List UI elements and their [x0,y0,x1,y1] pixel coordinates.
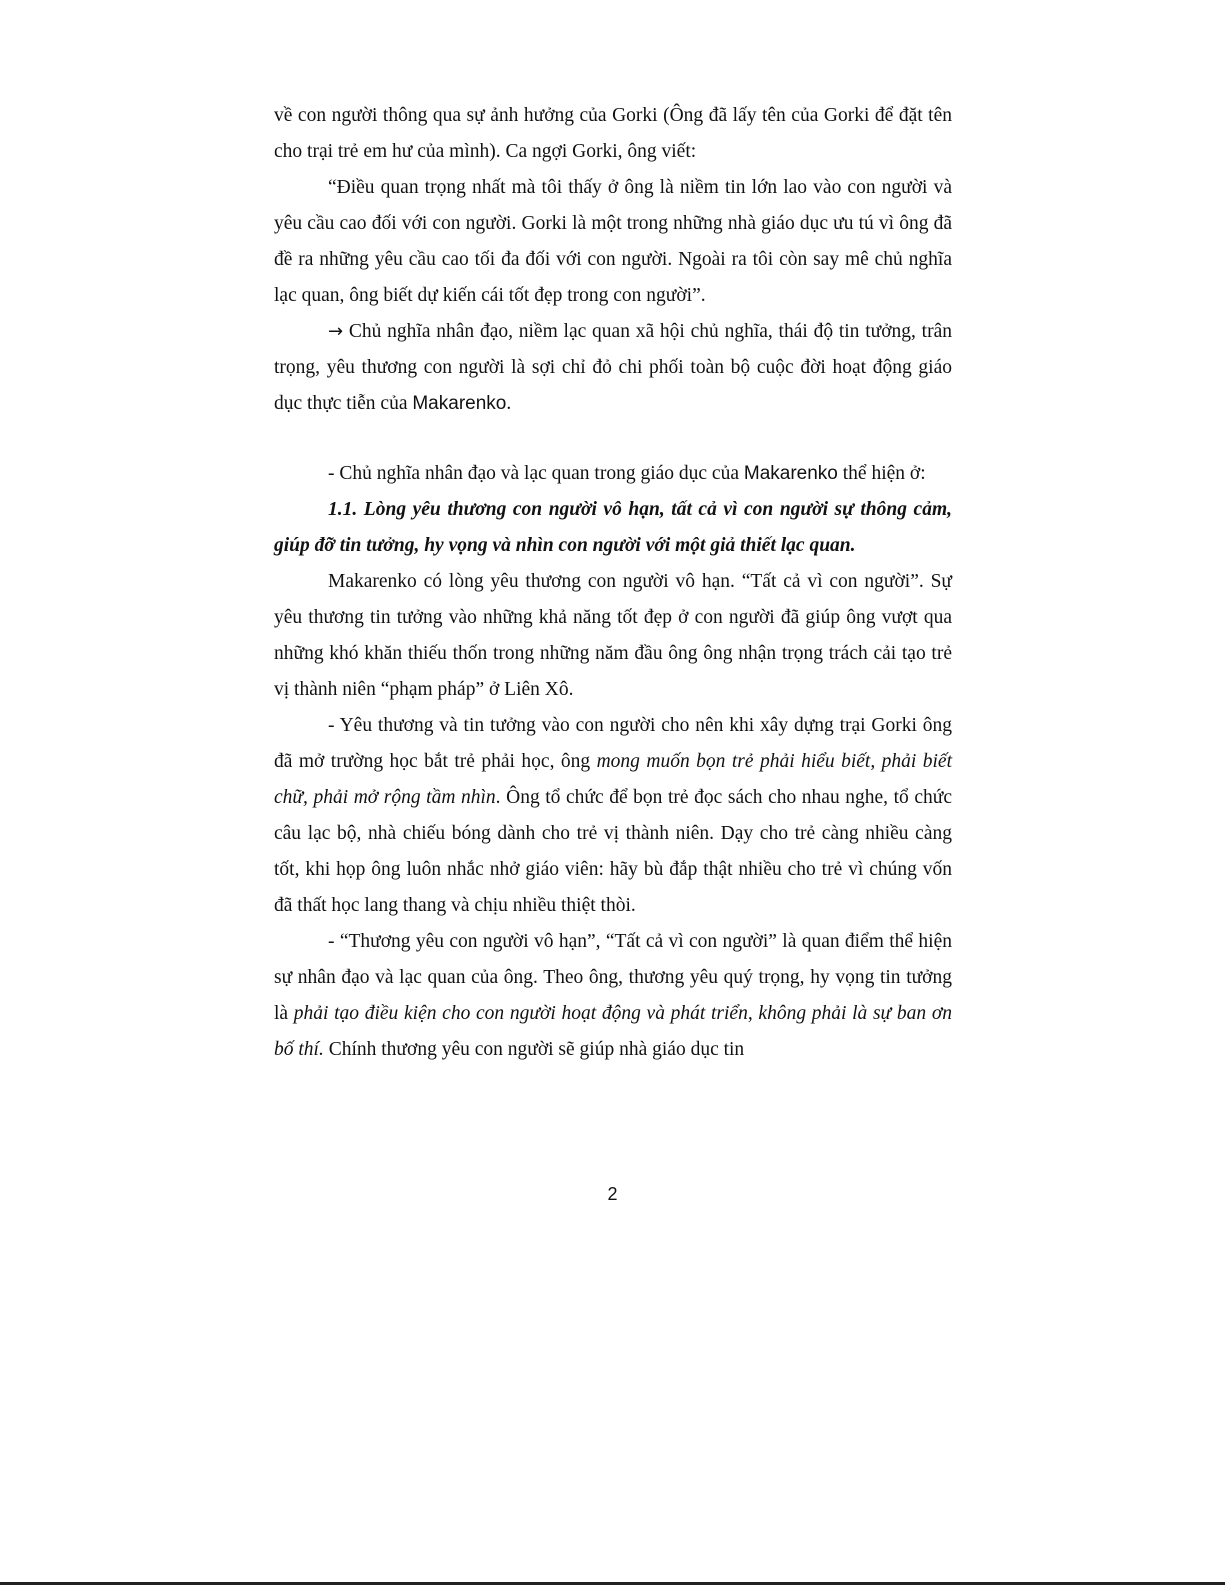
humanism-view-end: Chính thương yêu con người sẽ giúp nhà giáo dục tin [323,1039,745,1060]
conclusion-text: Chủ nghĩa nhân đạo, niềm lạc quan xã hội chủ nghĩa, thái độ tin tưởng, trân trọng, yêu thương con người là sợi chỉ đỏ chi phối toàn bộ cuộc đời hoạt động giáo dục thực tiễn của [274,321,952,414]
section-heading-1-1: 1.1. Lòng yêu thương con người vô hạn, tất cả vì con người sự thông cảm, giúp đỡ tin tưởng, hy vọng và nhìn con người với một giả thiết lạc quan. [274,499,952,556]
expression-intro-end: thể hiện ở: [837,463,926,484]
paragraph-expression-intro [274,456,952,492]
expression-intro-text: - Chủ nghĩa nhân đạo và lạc quan trong giáo dục của [328,463,744,484]
humanism-view-italic: phải tạo điều kiện cho con người hoạt động và phát triển, không phải là sự ban ơn bố thí. [274,1003,952,1060]
paragraph-gorki-camp [274,708,952,924]
arrow-right-icon: → [328,321,344,342]
makarenko-name: Makarenko [743,463,838,484]
paragraph-love-people: Makarenko có lòng yêu thương con người vô hạn. “Tất cả vì con người”. Sự yêu thương tin tưởng vào những khả năng tốt đẹp ở con người đã giúp ông vượt qua những khó khăn thiếu thốn trong những năm đầu ông ông nhận trọng trách cải tạo trẻ vị thành niên “phạm pháp” ở Liên Xô. [274,571,952,700]
page-number: 2 [607,1184,618,1204]
paragraph-gorki-intro: về con người thông qua sự ảnh hưởng của Gorki (Ông đã lấy tên của Gorki để đặt tên cho trại trẻ em hư của mình). Ca ngợi Gorki, ông viết: [274,105,952,162]
gorki-camp-end: . Ông tổ chức để bọn trẻ đọc sách cho nhau nghe, tổ chức câu lạc bộ, nhà chiếu bóng dành cho trẻ vị thành niên. Dạy cho trẻ càng nhiều càng tốt, khi họp ông luôn nhắc nhở giáo viên: hãy bù đắp thật nhiều cho trẻ vì chúng vốn đã thất học lang thang và chịu nhiều thiệt thòi. [274,787,952,916]
gorki-camp-italic: mong muốn bọn trẻ phải hiểu biết, phải biết chữ, phải mở rộng tầm nhìn [274,751,953,808]
gorki-camp-text: - Yêu thương và tin tưởng vào con người cho nên khi xây dựng trại Gorki ông đã mở trường học bắt trẻ phải học, ông [274,715,952,772]
paragraph-humanism-view [274,924,952,1068]
humanism-view-text: - “Thương yêu con người vô hạn”, “Tất cả vì con người” là quan điểm thể hiện sự nhân đạo và lạc quan của ông. Theo ông, thương yêu quý trọng, hy vọng tin tưởng là [274,931,952,1024]
document-body [274,98,952,1068]
paragraph-gorki-quote: “Điều quan trọng nhất mà tôi thấy ở ông là niềm tin lớn lao vào con người và yêu cầu cao đối với con người. Gorki là một trong những nhà giáo dục ưu tú vì ông đã đề ra những yêu cầu cao tối đa đối với con người. Ngoài ra tôi còn say mê chủ nghĩa lạc quan, ông biết dự kiến cái tốt đẹp trong con người”. [274,177,952,306]
paragraph-conclusion [274,314,952,422]
conclusion-end: . [506,393,512,414]
makarenko-name: Makarenko [412,393,507,414]
